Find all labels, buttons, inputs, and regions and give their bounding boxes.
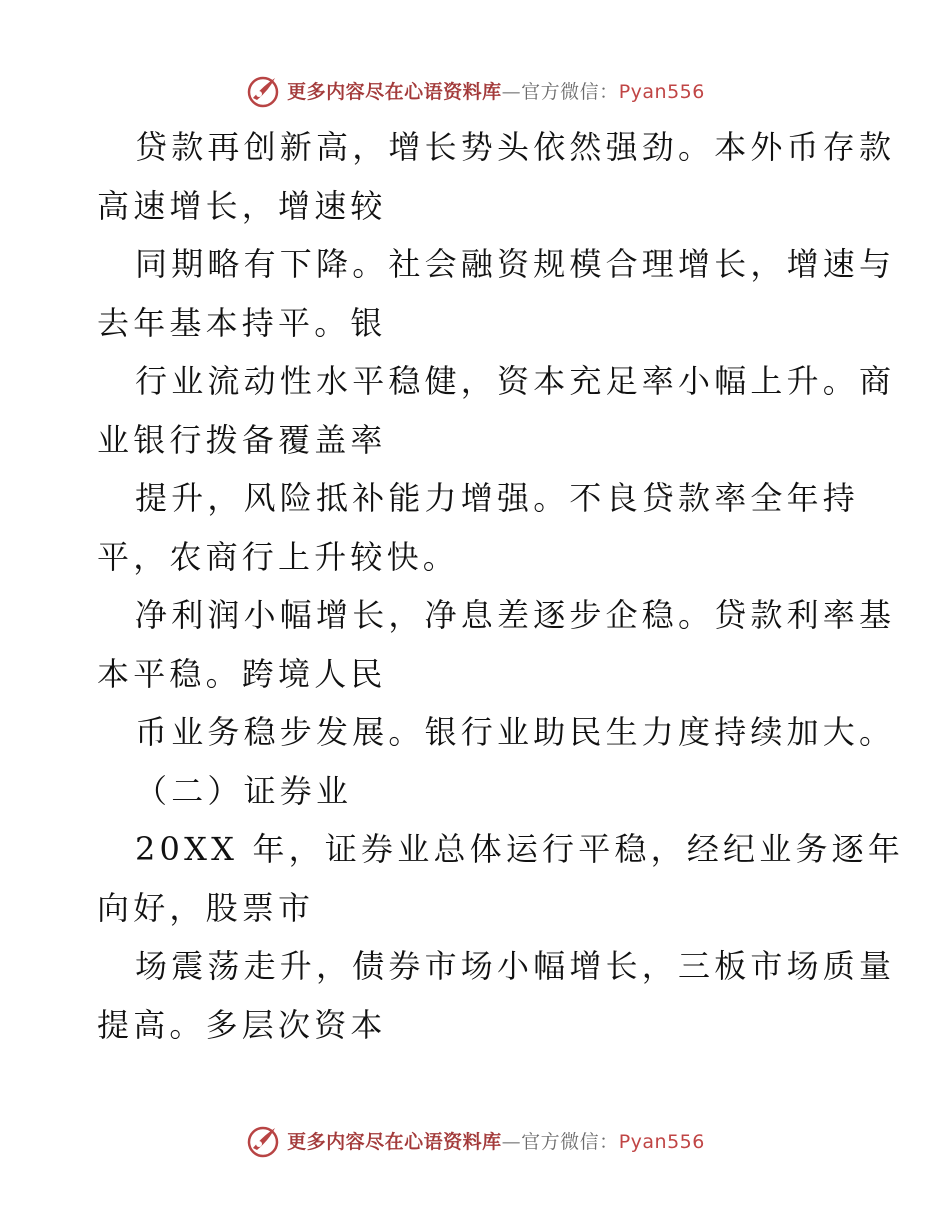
quill-logo-icon	[245, 72, 281, 108]
banner-dash: —	[501, 80, 522, 103]
body-line: 本平稳。跨境人民	[97, 654, 387, 693]
body-line: 同期略有下降。社会融资规模合理增长，增速与	[135, 245, 896, 283]
header-banner	[0, 72, 950, 108]
body-line: 场震荡走升，债券市场小幅增长，三板市场质量	[135, 947, 896, 985]
body-line: 提升，风险抵补能力增强。不良贷款率全年持	[135, 479, 860, 517]
banner-text	[287, 77, 705, 104]
body-line: 行业流动性水平稳健，资本充足率小幅上升。商	[135, 362, 896, 400]
body-line: 提高。多层次资本	[97, 1005, 387, 1044]
document-body	[97, 118, 905, 1054]
banner-wechat-id: Pyan556	[618, 80, 705, 103]
section-heading: （二）证券业	[135, 771, 353, 810]
banner-wechat-id: Pyan556	[618, 1130, 705, 1153]
body-line: 业银行拨备覆盖率	[97, 420, 387, 459]
quill-logo-icon	[245, 1122, 281, 1158]
body-line: 去年基本持平。银	[97, 303, 387, 342]
banner-wechat-label: 官方微信：	[521, 80, 619, 103]
body-line: 平，农商行上升较快。	[97, 537, 460, 576]
body-line: 高速增长，增速较	[97, 186, 387, 225]
banner-main-text: 更多内容尽在心语资料库	[287, 1130, 502, 1153]
footer-banner	[0, 1122, 950, 1158]
banner-main-text: 更多内容尽在心语资料库	[287, 80, 502, 103]
body-line: 贷款再创新高，增长势头依然强劲。本外币存款	[135, 128, 896, 166]
body-line: 净利润小幅增长，净息差逐步企稳。贷款利率基	[135, 596, 896, 634]
banner-wechat-label: 官方微信：	[521, 1130, 619, 1153]
banner-text	[287, 1127, 705, 1154]
body-line: 20XX 年，证券业总体运行平稳，经纪业务逐年	[135, 830, 905, 868]
body-line: 币业务稳步发展。银行业助民生力度持续加大。	[135, 713, 896, 751]
body-line: 向好，股票市	[97, 888, 315, 927]
banner-dash: —	[501, 1130, 522, 1153]
